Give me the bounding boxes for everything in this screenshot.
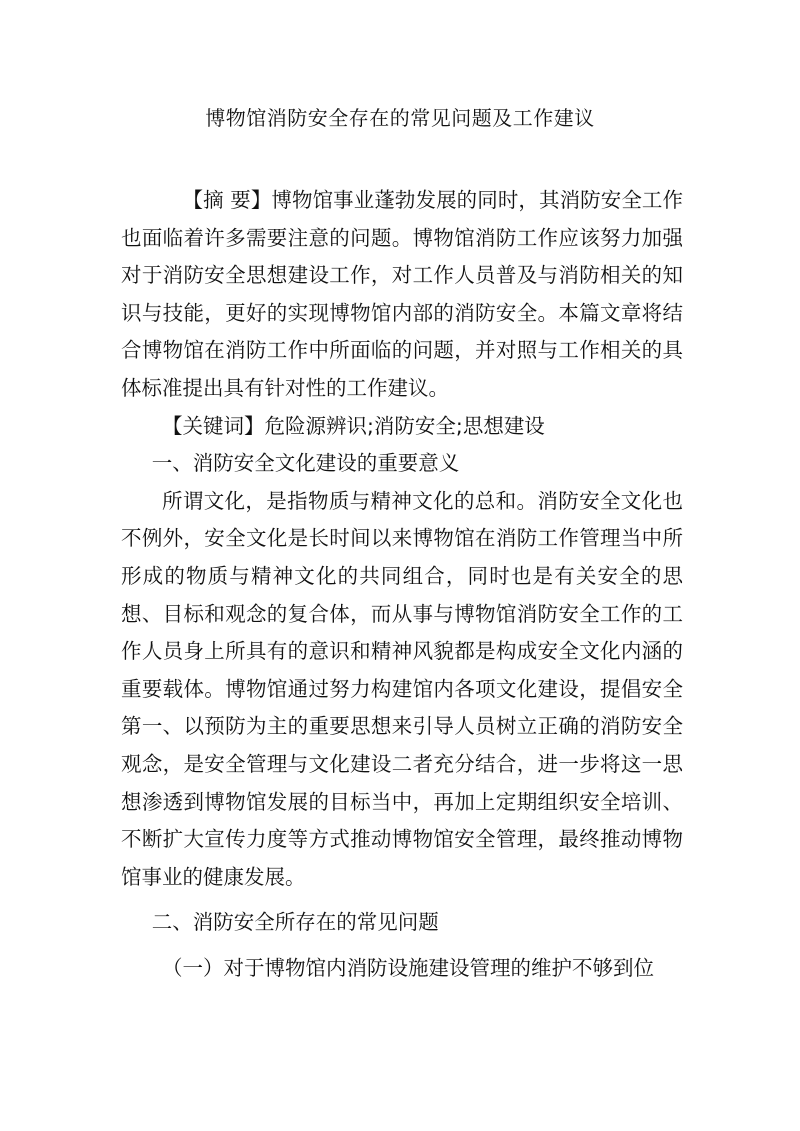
document-title: 博物馆消防安全存在的常见问题及工作建议 xyxy=(205,106,595,130)
section-1-paragraph: 所谓文化，是指物质与精神文化的总和。消防安全文化也不例外，安全文化是长时间以来博物馆在消防工作管理当中所形成的物质与精神文化的共同组合，同时也是有关安全的思想、目标和观念的复合体，而从事与博物馆消防安全工作的工作人员身上所具有的意识和精神风貌都是构成安全文化内涵的重要载体。博物馆通过努力构建馆内各项文化建设，提倡安全第一、以预防为主的重要思想来引导人员树立正确的消防安全观念，是安全管理与文化建设二者充分结合，进一步将这一思想渗透到博物馆发展的目标当中，再加上定期组织安全培训、不断扩大宣传力度等方式推动博物馆安全管理，最终推动博物馆事业的健康发展。 xyxy=(121,488,683,889)
keywords-line: 【关键词】危险源辨识;消防安全;思想建设 xyxy=(162,413,545,438)
section-heading-1: 一、消防安全文化建设的重要意义 xyxy=(151,451,460,476)
paragraph-spacer xyxy=(121,942,683,950)
paragraph-spacer xyxy=(121,896,683,904)
document-body xyxy=(121,182,683,987)
section-heading-2: 二、消防安全所存在的常见问题 xyxy=(151,910,439,935)
abstract-paragraph: 【摘 要】博物馆事业蓬勃发展的同时，其消防安全工作也面临着许多需要注意的问题。博物馆消防工作应该努力加强对于消防安全思想建设工作，对工作人员普及与消防相关的知识与技能，更好的实现博物馆内部的消防安全。本篇文章将结合博物馆在消防工作中所面临的问题，并对照与工作相关的具体标准提出具有针对性的工作建议。 xyxy=(121,188,683,400)
subsection-heading-1: （一）对于博物馆内消防设施建设管理的维护不够到位 xyxy=(162,955,654,980)
